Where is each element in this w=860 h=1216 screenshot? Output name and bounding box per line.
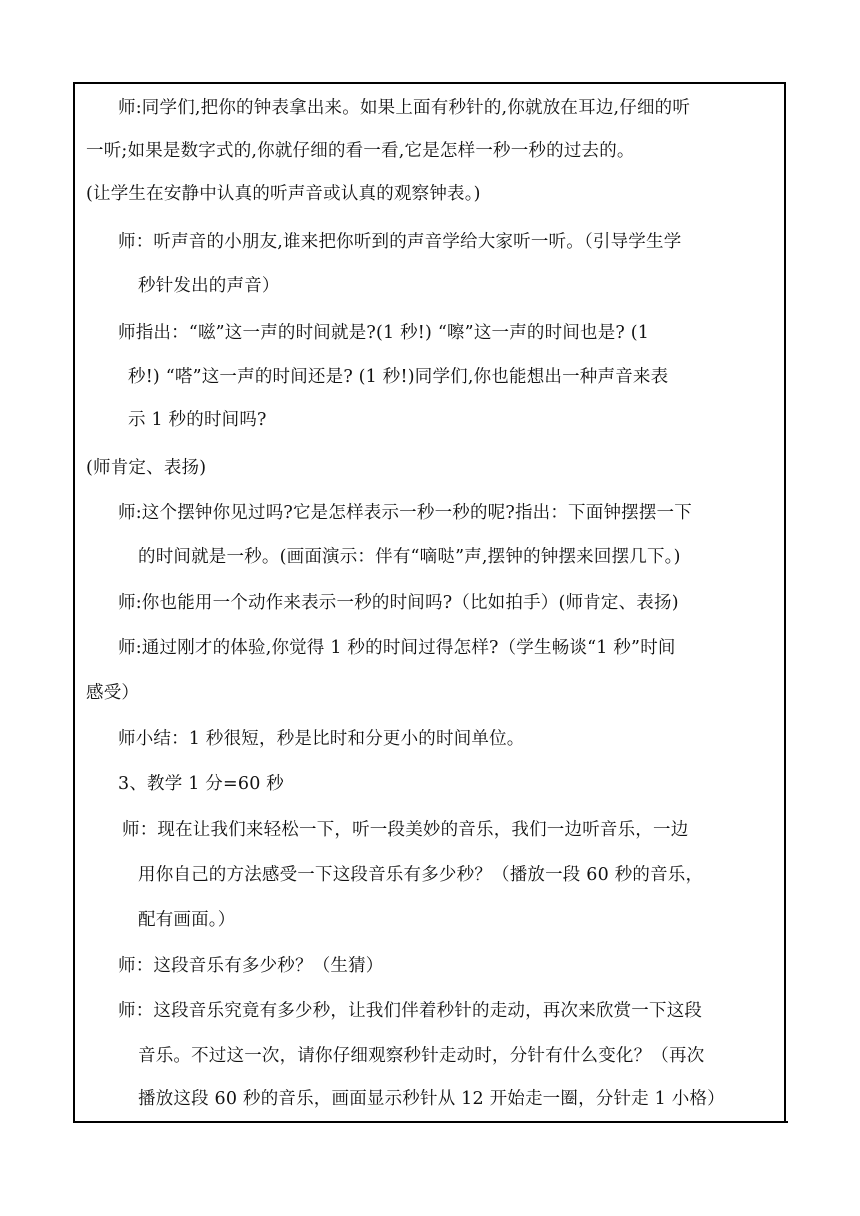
- text-line: 师:同学们,把你的钟表拿出来。如果上面有秒针的,你就放在耳边,仔细的听: [118, 98, 691, 118]
- text-line: (让学生在安静中认真的听声音或认真的观察钟表。): [86, 184, 481, 204]
- text-line: (师肯定、表扬): [86, 458, 207, 478]
- text-line: 师小结：1 秒很短，秒是比时和分更小的时间单位。: [118, 729, 525, 749]
- text-line: 师:这个摆钟你见过吗?它是怎样表示一秒一秒的呢?指出：下面钟摆摆一下: [118, 503, 692, 523]
- text-line: 秒!) “嗒”这一声的时间还是? (1 秒!)同学们,你也能想出一种声音来表: [128, 367, 669, 387]
- text-line: 播放这段 60 秒的音乐，画面显示秒针从 12 开始走一圈，分针走 1 小格）: [138, 1089, 725, 1109]
- text-line: 感受）: [86, 683, 140, 703]
- text-line: 师：这段音乐究竟有多少秒，让我们伴着秒针的走动，再次来欣赏一下这段: [118, 1001, 703, 1021]
- text-line: 音乐。不过这一次，请你仔细观察秒针走动时，分针有什么变化？（再次: [138, 1046, 705, 1066]
- text-line: 示 1 秒的时间吗?: [128, 410, 267, 430]
- text-line: 配有画面。）: [138, 910, 236, 930]
- text-line: 师指出：“嗞”这一声的时间就是?(1 秒!) “嚓”这一声的时间也是? (1: [118, 323, 650, 343]
- text-line: 一听;如果是数字式的,你就仔细的看一看,它是怎样一秒一秒的过去的。: [86, 141, 635, 161]
- text-line: 师:通过刚才的体验,你觉得 1 秒的时间过得怎样?（学生畅谈“1 秒”时间: [118, 638, 676, 658]
- text-line: 用你自己的方法感受一下这段音乐有多少秒？（播放一段 60 秒的音乐，: [138, 865, 704, 885]
- text-line: 师:你也能用一个动作来表示一秒的时间吗?（比如拍手）(师肯定、表扬): [118, 593, 679, 613]
- text-line: 师：这段音乐有多少秒？（生猜）: [118, 956, 384, 976]
- text-line: 的时间就是一秒。(画面演示：伴有“嘀哒”声,摆钟的钟摆来回摆几下。): [138, 547, 681, 567]
- text-line: 师：听声音的小朋友,谁来把你听到的声音学给大家听一听。（引导学生学: [118, 232, 682, 252]
- text-line: 师：现在让我们来轻松一下，听一段美妙的音乐，我们一边听音乐，一边: [122, 820, 689, 840]
- section-heading: 3、教学 1 分=60 秒: [118, 774, 284, 794]
- table-bottom-border: [73, 1121, 788, 1123]
- text-line: 秒针发出的声音）: [138, 276, 280, 296]
